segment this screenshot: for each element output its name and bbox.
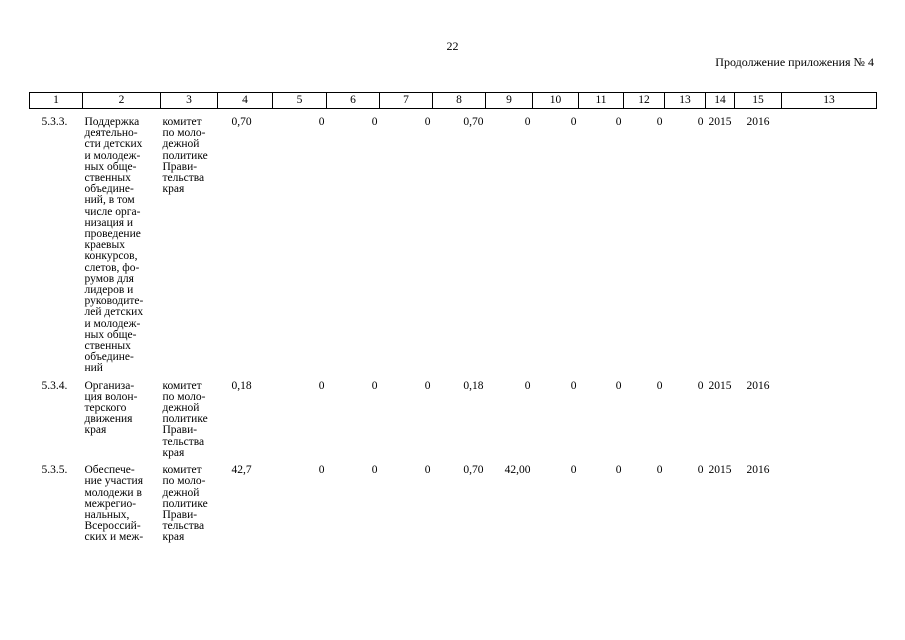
- cell-empty: [782, 375, 877, 459]
- cell-empty: [782, 459, 877, 543]
- cell-value: 0: [371, 116, 378, 128]
- cell-value: 42,00: [504, 464, 531, 477]
- cell-year-end: 2016: [746, 464, 770, 477]
- row-executor-text: комитет по моло- дежной политике Прави- тельства края: [162, 116, 208, 196]
- cell-value: 0: [424, 379, 431, 392]
- cell-value: 0: [570, 464, 577, 477]
- header-row: [30, 93, 877, 109]
- cell-value: 0: [318, 116, 325, 128]
- header-cell: 10: [533, 93, 579, 109]
- cell-value: 42,7: [231, 464, 252, 477]
- row-code: 5.3.3.: [41, 116, 68, 128]
- row-name: [83, 459, 161, 543]
- row-name: [83, 375, 161, 459]
- cell-value: 0: [615, 379, 622, 392]
- row-executor: [161, 375, 218, 459]
- cell-value: 0: [318, 379, 325, 392]
- page-number: 22: [446, 39, 459, 53]
- row-code: 5.3.4.: [41, 379, 68, 392]
- cell-value: 0: [697, 116, 704, 128]
- cell-year-start: 2015: [708, 116, 732, 128]
- table-row: [30, 109, 877, 375]
- row-name-text: Организа- ция волон- терского движения края: [84, 379, 138, 437]
- header-cell: 13: [782, 93, 877, 109]
- cell-year-start: 2015: [708, 464, 732, 477]
- cell-value: 0: [697, 464, 704, 477]
- header-cell: 11: [579, 93, 624, 109]
- cell-value: 0: [424, 116, 431, 128]
- header-cell: 9: [486, 93, 533, 109]
- continuation-label: Продолжение приложения № 4: [715, 55, 874, 69]
- header-cell: 15: [735, 93, 782, 109]
- cell-value: 0: [524, 379, 531, 392]
- cell-value: 0,18: [463, 379, 484, 392]
- row-executor: [161, 109, 218, 375]
- header-cell: 6: [327, 93, 380, 109]
- table-row: [30, 459, 877, 543]
- row-executor-text: комитет по моло- дежной политике Прави- тельства края: [162, 464, 208, 544]
- cell-value: 0: [615, 116, 622, 128]
- row-name-text: Поддержка деятельно- сти детских и молодеж- ных обще- ственных объедине- ний, в том числе орга- низация и проведение краевых конкурсов, слетов, фо- румов для лидеров и руководите- лей детских и молодеж- ных обще- ственных объедине- ний: [84, 116, 144, 375]
- header-cell: 5: [273, 93, 327, 109]
- cell-value: 0: [371, 379, 378, 392]
- cell-value: 0: [570, 116, 577, 128]
- header-cell: 3: [161, 93, 218, 109]
- cell-value: 0: [524, 116, 531, 128]
- cell-value: 0: [656, 116, 663, 128]
- header-cell: 12: [624, 93, 665, 109]
- cell-value: 0,70: [231, 116, 252, 128]
- row-executor-text: комитет по моло- дежной политике Прави- тельства края: [162, 379, 208, 459]
- cell-value: 0,70: [463, 464, 484, 477]
- row-executor: [161, 459, 218, 543]
- header-cell: 13: [665, 93, 706, 109]
- header-cell: 2: [83, 93, 161, 109]
- cell-value: 0: [697, 379, 704, 392]
- cell-value: 0: [570, 379, 577, 392]
- header-cell: 4: [218, 93, 273, 109]
- row-code: 5.3.5.: [41, 464, 68, 477]
- row-name: [83, 109, 161, 375]
- cell-value: 0: [318, 464, 325, 477]
- header-cell: 8: [433, 93, 486, 109]
- cell-value: 0: [424, 464, 431, 477]
- header-cell: 1: [30, 93, 83, 109]
- cell-value: 0: [656, 464, 663, 477]
- cell-value: 0,70: [463, 116, 484, 128]
- cell-year-end: 2016: [746, 116, 770, 128]
- cell-year-end: 2016: [746, 379, 770, 392]
- cell-empty: [782, 109, 877, 375]
- header-cell: 14: [706, 93, 735, 109]
- cell-value: 0: [656, 379, 663, 392]
- cell-value: 0: [371, 464, 378, 477]
- header-cell: 7: [380, 93, 433, 109]
- table-row: [30, 375, 877, 459]
- cell-year-start: 2015: [708, 379, 732, 392]
- cell-value: 0,18: [231, 379, 252, 392]
- appendix-table: [29, 92, 877, 544]
- row-name-text: Обеспече- ние участия молодежи в межрегио- нальных, Всероссий- ских и меж-: [84, 464, 144, 544]
- cell-value: 0: [615, 464, 622, 477]
